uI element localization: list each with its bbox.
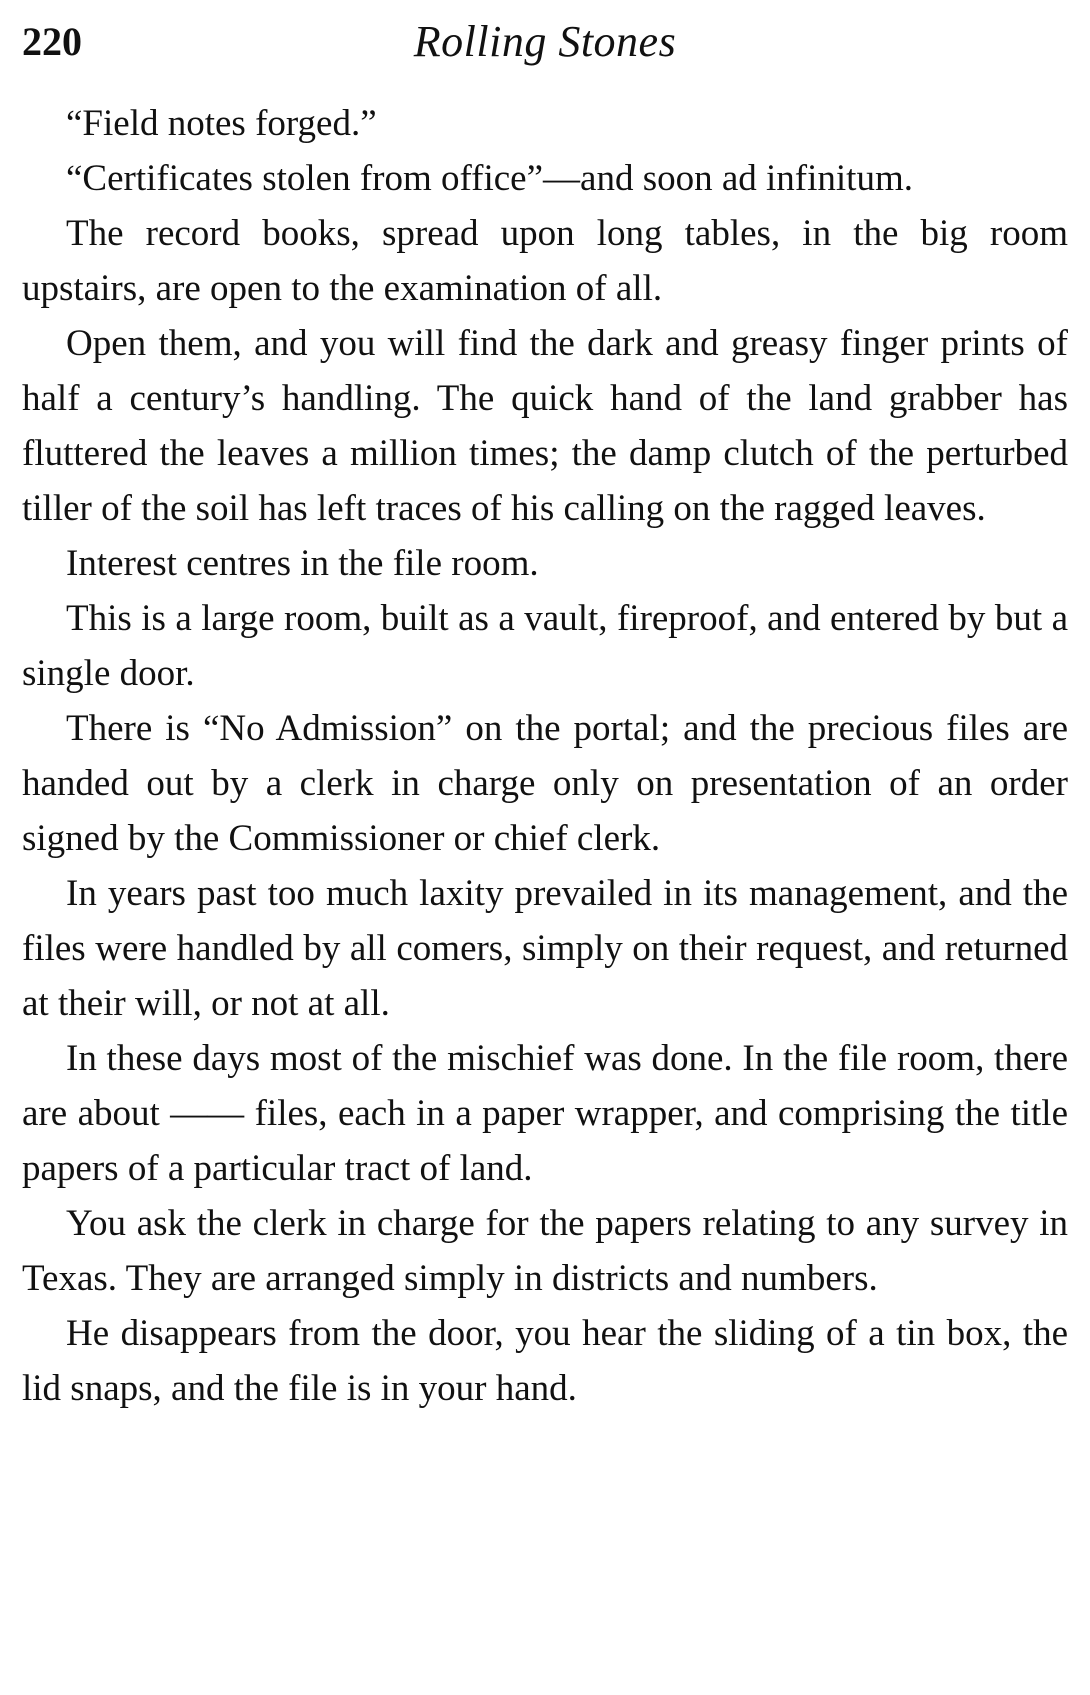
page-header (22, 14, 1068, 76)
book-page (22, 14, 1068, 1416)
paragraph: “Certificates stolen from office”—and soon ad infinitum. (66, 158, 913, 199)
paragraph: He disappears from the door, you hear the sliding of a tin box, the lid snaps, and the file is in your hand. (22, 1313, 1068, 1409)
paragraph: There is “No Admission” on the portal; and the precious files are handed out by a clerk in charge only on presentation of an order signed by the Commissioner or chief clerk. (22, 708, 1068, 859)
paragraph: “Field notes forged.” (66, 103, 377, 144)
paragraph: In years past too much laxity prevailed in its management, and the files were handled by all comers, simply on their request, and returned at their will, or not at all. (22, 873, 1068, 1024)
paragraph: The record books, spread upon long tables, in the big room upstairs, are open to the examination of all. (22, 213, 1068, 309)
running-title: Rolling Stones (413, 17, 677, 66)
paragraph: In these days most of the mischief was done. In the file room, there are about —— files, each in a paper wrapper, and comprising the title papers of a particular tract of land. (22, 1038, 1068, 1189)
paragraph: Interest centres in the file room. (66, 543, 539, 584)
page-number: 220 (22, 19, 82, 64)
paragraph: Open them, and you will find the dark and greasy finger prints of half a century’s handling. The quick hand of the land grabber has fluttered the leaves a million times; the damp clutch of the perturbed tiller of the soil has left traces of his calling on the ragged leaves. (22, 323, 1068, 529)
paragraph: You ask the clerk in charge for the papers relating to any survey in Texas. They are arranged simply in districts and numbers. (22, 1203, 1068, 1299)
paragraph: This is a large room, built as a vault, fireproof, and entered by but a single door. (22, 598, 1068, 694)
body-text (22, 96, 1068, 1416)
